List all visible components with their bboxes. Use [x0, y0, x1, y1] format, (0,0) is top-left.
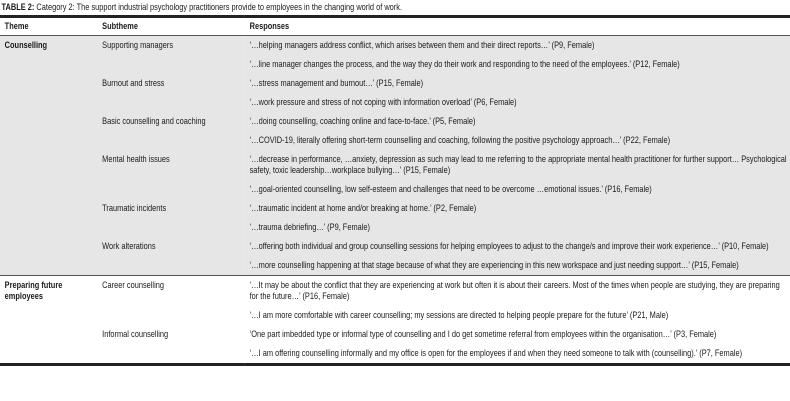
response-cell: ‘…I am offering counselling informally and my office is open for the employees if and when they need someone to talk with (counselling).’ (P7, Female) [245, 344, 790, 365]
theme-cell [0, 55, 98, 74]
response-cell: ‘One part imbedded type or informal type of counselling and I do get sometime referral from employees within the organisation…’ (P3, Female) [249, 329, 717, 340]
caption-text: Category 2: The support industrial psychology practitioners provide to employees in the changing world of work. [36, 2, 403, 13]
subtheme-cell [98, 93, 245, 112]
theme-group-preparing-future-employees [0, 276, 790, 365]
subtheme-cell: Work alterations [98, 237, 245, 256]
table-row [0, 112, 790, 131]
theme-cell [0, 306, 98, 325]
theme-cell [0, 237, 98, 256]
theme-cell [0, 344, 98, 365]
response-cell: ‘…stress management and burnout…’ (P15, Female) [245, 74, 790, 93]
response-cell: ‘…work pressure and stress of not coping with information overload’ (P6, Female) [245, 93, 790, 112]
theme-cell [0, 199, 98, 218]
subtheme-cell [98, 256, 245, 276]
response-cell: ‘…doing counselling, coaching online and face-to-face.’ (P5, Female) [245, 112, 790, 131]
theme-cell [0, 218, 98, 237]
table-row [0, 93, 790, 112]
subtheme-cell [98, 344, 245, 365]
response-cell: ‘…more counselling happening at that stage because of what they are experiencing in this new workspace and just needing support…’ (P15, Female) [245, 256, 790, 276]
table-row [0, 218, 790, 237]
theme-cell: Preparing future employees [0, 276, 98, 307]
response-cell: ‘…traumatic incident at home and/or breaking at home.’ (P2, Female) [245, 199, 790, 218]
table-row [0, 344, 790, 365]
subtheme-cell [98, 306, 245, 325]
theme-group-counselling [0, 36, 790, 276]
response-cell: ‘…trauma debriefing…’ (P9, Female) [245, 218, 790, 237]
response-cell: ‘…decrease in performance, …anxiety, depression as such may lead to me referring to the appropriate mental health practitioner for further support… Psychological safety, toxic leadership…workplace bullying…’ (P15, Female) [245, 150, 790, 180]
response-cell: ‘…goal-oriented counselling, low self-esteem and challenges that need to be overcome …emotional issues.’ (P16, Female) [245, 180, 790, 199]
response-cell: ‘…line manager changes the process, and the way they do their work and responding to the need of the employees.’ (P12, Female) [245, 55, 790, 74]
theme-cell [0, 74, 98, 93]
subtheme-cell: Career counselling [98, 276, 245, 307]
table-row [0, 74, 790, 93]
table-row [0, 131, 790, 150]
theme-cell [0, 325, 98, 344]
subtheme-cell [98, 218, 245, 237]
table-row [0, 276, 790, 307]
responses-table [0, 15, 790, 366]
caption-label: TABLE 2: [1, 2, 35, 13]
subtheme-cell: Traumatic incidents [98, 199, 245, 218]
subtheme-cell [98, 131, 245, 150]
header-theme: Theme [0, 17, 98, 36]
subtheme-cell: Burnout and stress [98, 74, 245, 93]
subtheme-cell [98, 55, 245, 74]
header-row [0, 17, 790, 36]
subtheme-cell [98, 180, 245, 199]
table-row [0, 55, 790, 74]
theme-cell [0, 93, 98, 112]
table-row [0, 306, 790, 325]
response-cell: ‘…helping managers address conflict, which arises between them and their direct reports…’ (P9, Female) [245, 36, 790, 56]
subtheme-cell: Mental health issues [98, 150, 245, 180]
theme-cell: Counselling [0, 36, 98, 56]
subtheme-cell: Informal counselling [102, 329, 169, 340]
response-cell: ‘…offering both individual and group counselling sessions for helping employees to adjust to the change/s and improve their work experience…’ (P10, Female) [245, 237, 790, 256]
header-responses: Responses [245, 17, 790, 36]
theme-cell [0, 180, 98, 199]
theme-cell [0, 131, 98, 150]
theme-cell [0, 112, 98, 131]
table-row [0, 256, 790, 276]
subtheme-cell: Supporting managers [98, 36, 245, 56]
table-caption [0, 0, 790, 15]
table-row [0, 325, 790, 344]
response-cell: ‘…I am more comfortable with career counselling; my sessions are directed to helping people prepare for the future’ (P21, Male) [249, 310, 669, 321]
theme-cell [0, 150, 98, 180]
table-row [0, 199, 790, 218]
table-row [0, 180, 790, 199]
subtheme-cell: Basic counselling and coaching [98, 112, 245, 131]
table-row [0, 237, 790, 256]
response-cell: ‘…COVID-19, literally offering short-term counselling and coaching, following the positive psychology approach…’ (P22, Female) [245, 131, 790, 150]
header-subtheme: Subtheme [98, 17, 245, 36]
theme-cell [0, 256, 98, 276]
response-cell: ‘…It may be about the conflict that they are experiencing at work but often it is about their careers. Most of the times when people are studying, they are preparing for the future…’ (P16, Female) [245, 276, 790, 307]
table-row [0, 36, 790, 56]
table-row [0, 150, 790, 180]
